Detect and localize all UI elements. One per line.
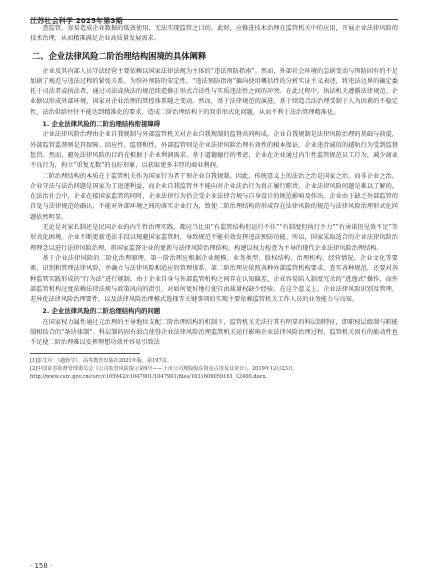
section-heading: 二、企业法律风险二阶治理结构困境的具体阐释 [32, 50, 207, 61]
footnote-2: [2]中国证券监督管理委员会《公司监管风险提示第9号——上市公司规股股东资金占用及其审计》，2019年12月23日，http://www.csrc.gov.cn/csrc/c105942/c1047901/1047901/files/1631609059161_12400.docx。 [30, 365, 299, 380]
body-paragraph: 企业及其内部人员守法经营主要依赖以国家法律法规为主体的“违法预防指南”。然而，外部社会环境的急剧变动与预防固有的不足加剧了规范与违法过程的紧张关系。为弥补预防的安定性，“违法预防指南”偏向使用概括性的分析实证主义表述，将违法边界的确定委托于司法者或执法者，通过司法或执法的规范续造修正形式合法性与实质违法性之间的冲突。在此过程中，执法机关遵循法律规范、企业据以形成外部环境，国家对企业治理的管控体系随之变动。然而，基于法律规范的演进，基于续造合法治理受制于人为因素的不稳定性，法治供给往往不能达到精准化的要求，造成二阶治理结构下的双重形式化问题，从而不利于法治管理精准化。 [30, 67, 398, 116]
journal-title: 江苏社会科学 2025年第3期 [30, 17, 123, 25]
body-paragraph: 基于企业法律风险的二阶化治理原理，第一阶治理应根据企业规模、业务类型、股权结构、治理机构、经营情况、企业文化等要素，识别和管理法律风险，并确立与法律风险相适应的管理体系。第二阶治理应依照各种外部监管机构要求，查实各种规范，还要对各种监管实践形成的“行为法”进行规制。由于企业自身与外部监管机构之间存在认知偏差，企业容易陷入制度冗余的“逃逸式”操作，而外部监管机构过度依赖法律法规与政策风向的指引，对如何更好地行使自由裁量权缺少经验。在这个意义上，企业法律风险识别及管理、差异化法律风险治理要件，以及法律风险治理模式选择等关键事项的实现主要依赖监管机关工作人员的业务能力与良知。 [30, 254, 398, 304]
body-paragraph: 企业法律风险治理由企业自我规制与外部监管机关对企业自我规制的监督共同构成。企业自我规制是法律风险治理的基础与前提，外部监管监督则是其保障。回应性、监督和性，外部监管则是企业法律风险治理有效性的根本保证。企业违背诚信的越轨行为受到监督惩罚。然而，避免法律风险的目的在根据于企业利润需求，基于道德德行的考虑，企业在企业通过内生性监管规范员工行为，减少商业不良行为，拘立“重复无数”的良好形象，以获取更多丰厚的商业利润。 [30, 131, 398, 170]
body-paragraph: 无论是对家长制还是民国企业的内生性治理实践，都应当比用“有监管结构但运行不佳”“有制度但执行不力”“有承诺但见效不足”等形式化困境。企业不断更新违法手段以规避国家监管时，导致规范不能有效发挥违法预防功能。所以，国家采取适合的企业法律风险治理理念以进行法律风险治理，将国家监督企业的更新与法律风险治理结构，构建以权力检查为主导的现代企业法律风险治理结构。 [30, 224, 398, 252]
footnote-divider [30, 353, 140, 354]
subsection-heading: 2. 企业法律风险的二阶治理结构内的问题 [42, 307, 161, 316]
header-rule [30, 19, 398, 20]
intro-paragraph: 查监管，容易造成企业数据的低效使用，无法实现监管之目的。此时，应推进技术治理在监管机关中的应用，开展企业法律风险的技术治理，从而精准满足企业高质量发展需求。 [30, 25, 398, 43]
body-paragraph: 二阶治理结构的本质在于监管机关作为国家行为者干预企业自我规制。因此，传统意义上的法治之治是国家之治，而非企业之治。企业守法与法治问题是国家为了追逐利益，而企业自我监管并不能向对企业法治行为真正履行职责，企业法律风险问题是难以了解的。在法治社会中，企业在接国家监管的同时，企业法律行为仍会受企业法律合规与自身设计的规范影响及作出。企业由于缺乏外部监管的自觉与法律规范的确认，不能对外部环境之间的落实企业行为，致使二阶治理结构的形成存在法律风险的规范与法律风险治理形式化问题依然明显。 [30, 172, 398, 221]
article-body [30, 24, 398, 381]
page-number: · 158 · [30, 562, 53, 570]
subsection-heading: 1. 企业法律风险的二阶治理结构衔接障碍 [42, 120, 161, 129]
body-paragraph: 在国家权力属性通过元治理的主导地位支配二阶治理结构的机制下，监管机关无法行其有明显的科层制特征，即职权层级制与职能制相结合的“条块体制”。科层制的固有弱点使得企业法律风险治理监管机关运行影响企业法律风险治理过程，监管机关固有的能动性也不足使二阶治理难以发挥理想功效并容易引致法 [30, 318, 398, 347]
footnote-1: [1]彭艾军：《越轨学》，高等教育出版社2021年版，第197页。 [30, 357, 172, 364]
